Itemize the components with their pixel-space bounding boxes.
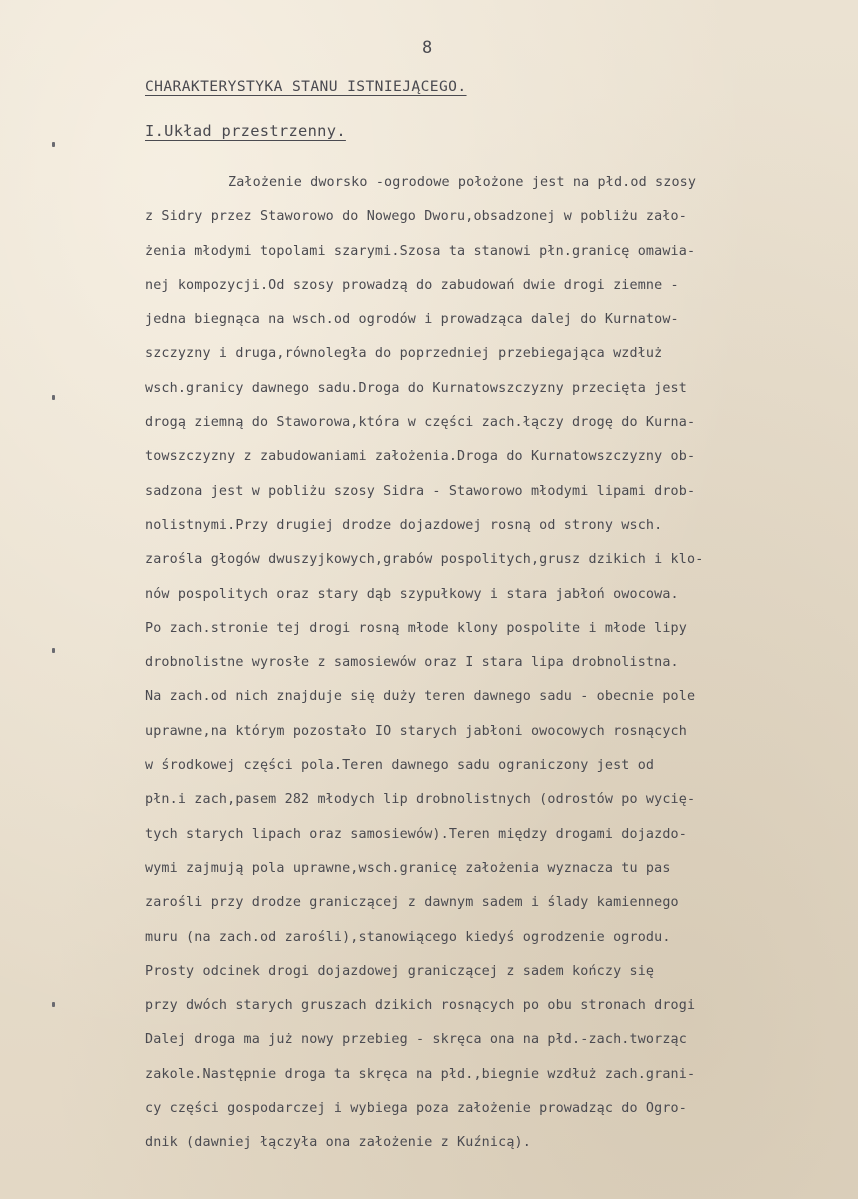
text-line: Dalej droga ma już nowy przebieg - skręca ona na płd.-zach.tworząc <box>145 1032 687 1048</box>
text-line: Prosty odcinek drogi dojazdowej graniczącej z sadem kończy się <box>145 963 655 979</box>
body-text <box>145 166 845 1161</box>
text-line: płn.i zach,pasem 282 młodych lip drobnolistnych (odrostów po wycię- <box>145 792 696 808</box>
text-line: sadzona jest w pobliżu szosy Sidra - Staworowo młodymi lipami drob- <box>145 483 696 499</box>
text-line: uprawne,na którym pozostało IO starych jabłoni owocowych rosnących <box>145 723 687 739</box>
text-line: Po zach.stronie tej drogi rosną młode klony pospolite i młode lipy <box>145 620 687 636</box>
section-heading: CHARAKTERYSTYKA STANU ISTNIEJĄCEGO. <box>145 78 467 95</box>
text-line: drobnolistne wyrosłe z samosiewów oraz I stara lipa drobnolistna. <box>145 655 679 671</box>
text-line: nej kompozycji.Od szosy prowadzą do zabudowań dwie drogi ziemne - <box>145 277 679 293</box>
text-line: towszczyzny z zabudowaniami założenia.Droga do Kurnatowszczyzny ob- <box>145 449 696 465</box>
text-line: szczyzny i druga,równoległa do poprzedniej przebiegająca wzdłuż <box>145 346 663 362</box>
text-line: Założenie dworsko -ogrodowe położone jest na płd.od szosy <box>228 175 697 190</box>
binding-hole-mark <box>52 1002 55 1007</box>
text-line: drogą ziemną do Staworowa,która w części zach.łączy drogę do Kurna- <box>145 415 696 431</box>
binding-hole-mark <box>52 648 55 653</box>
text-line: w środkowej części pola.Teren dawnego sadu ograniczony jest od <box>145 758 655 774</box>
text-line: Na zach.od nich znajduje się duży teren dawnego sadu - obecnie pole <box>145 689 696 705</box>
text-line: nolistnymi.Przy drugiej drodze dojazdowej rosną od strony wsch. <box>145 517 663 533</box>
text-line: przy dwóch starych gruszach dzikich rosnących po obu stronach drogi <box>145 998 696 1014</box>
page-number: 8 <box>422 38 434 58</box>
text-line: dnik (dawniej łączyła ona założenie z Kuźnicą). <box>145 1135 531 1151</box>
binding-hole-mark <box>52 142 55 147</box>
text-line: zarośla głogów dwuszyjkowych,grabów pospolitych,grusz dzikich i klo- <box>145 552 704 568</box>
text-line: zarośli przy drodze graniczącej z dawnym sadem i ślady kamiennego <box>145 895 679 911</box>
text-line: z Sidry przez Staworowo do Nowego Dworu,obsadzonej w pobliżu zało- <box>145 209 687 225</box>
text-line: wsch.granicy dawnego sadu.Droga do Kurnatowszczyzny przecięta jest <box>145 380 687 396</box>
text-line: jedna biegnąca na wsch.od ogrodów i prowadząca dalej do Kurnatow- <box>145 312 679 328</box>
text-line: zakole.Następnie droga ta skręca na płd.,biegnie wzdłuż zach.grani- <box>145 1066 696 1082</box>
binding-hole-mark <box>52 395 55 400</box>
text-line: żenia młodymi topolami szarymi.Szosa ta stanowi płn.granicę omawia- <box>145 243 696 259</box>
sub-heading: I.Układ przestrzenny. <box>145 122 346 140</box>
text-line: nów pospolitych oraz stary dąb szypułkowy i stara jabłoń owocowa. <box>145 586 679 602</box>
text-line: wymi zajmują pola uprawne,wsch.granicę założenia wyznacza tu pas <box>145 860 671 876</box>
text-line: cy części gospodarczej i wybiega poza założenie prowadząc do Ogro- <box>145 1101 687 1117</box>
text-line: muru (na zach.od zarośli),stanowiącego kiedyś ogrodzenie ogrodu. <box>145 929 671 945</box>
text-line: tych starych lipach oraz samosiewów).Teren między drogami dojazdo- <box>145 826 687 842</box>
